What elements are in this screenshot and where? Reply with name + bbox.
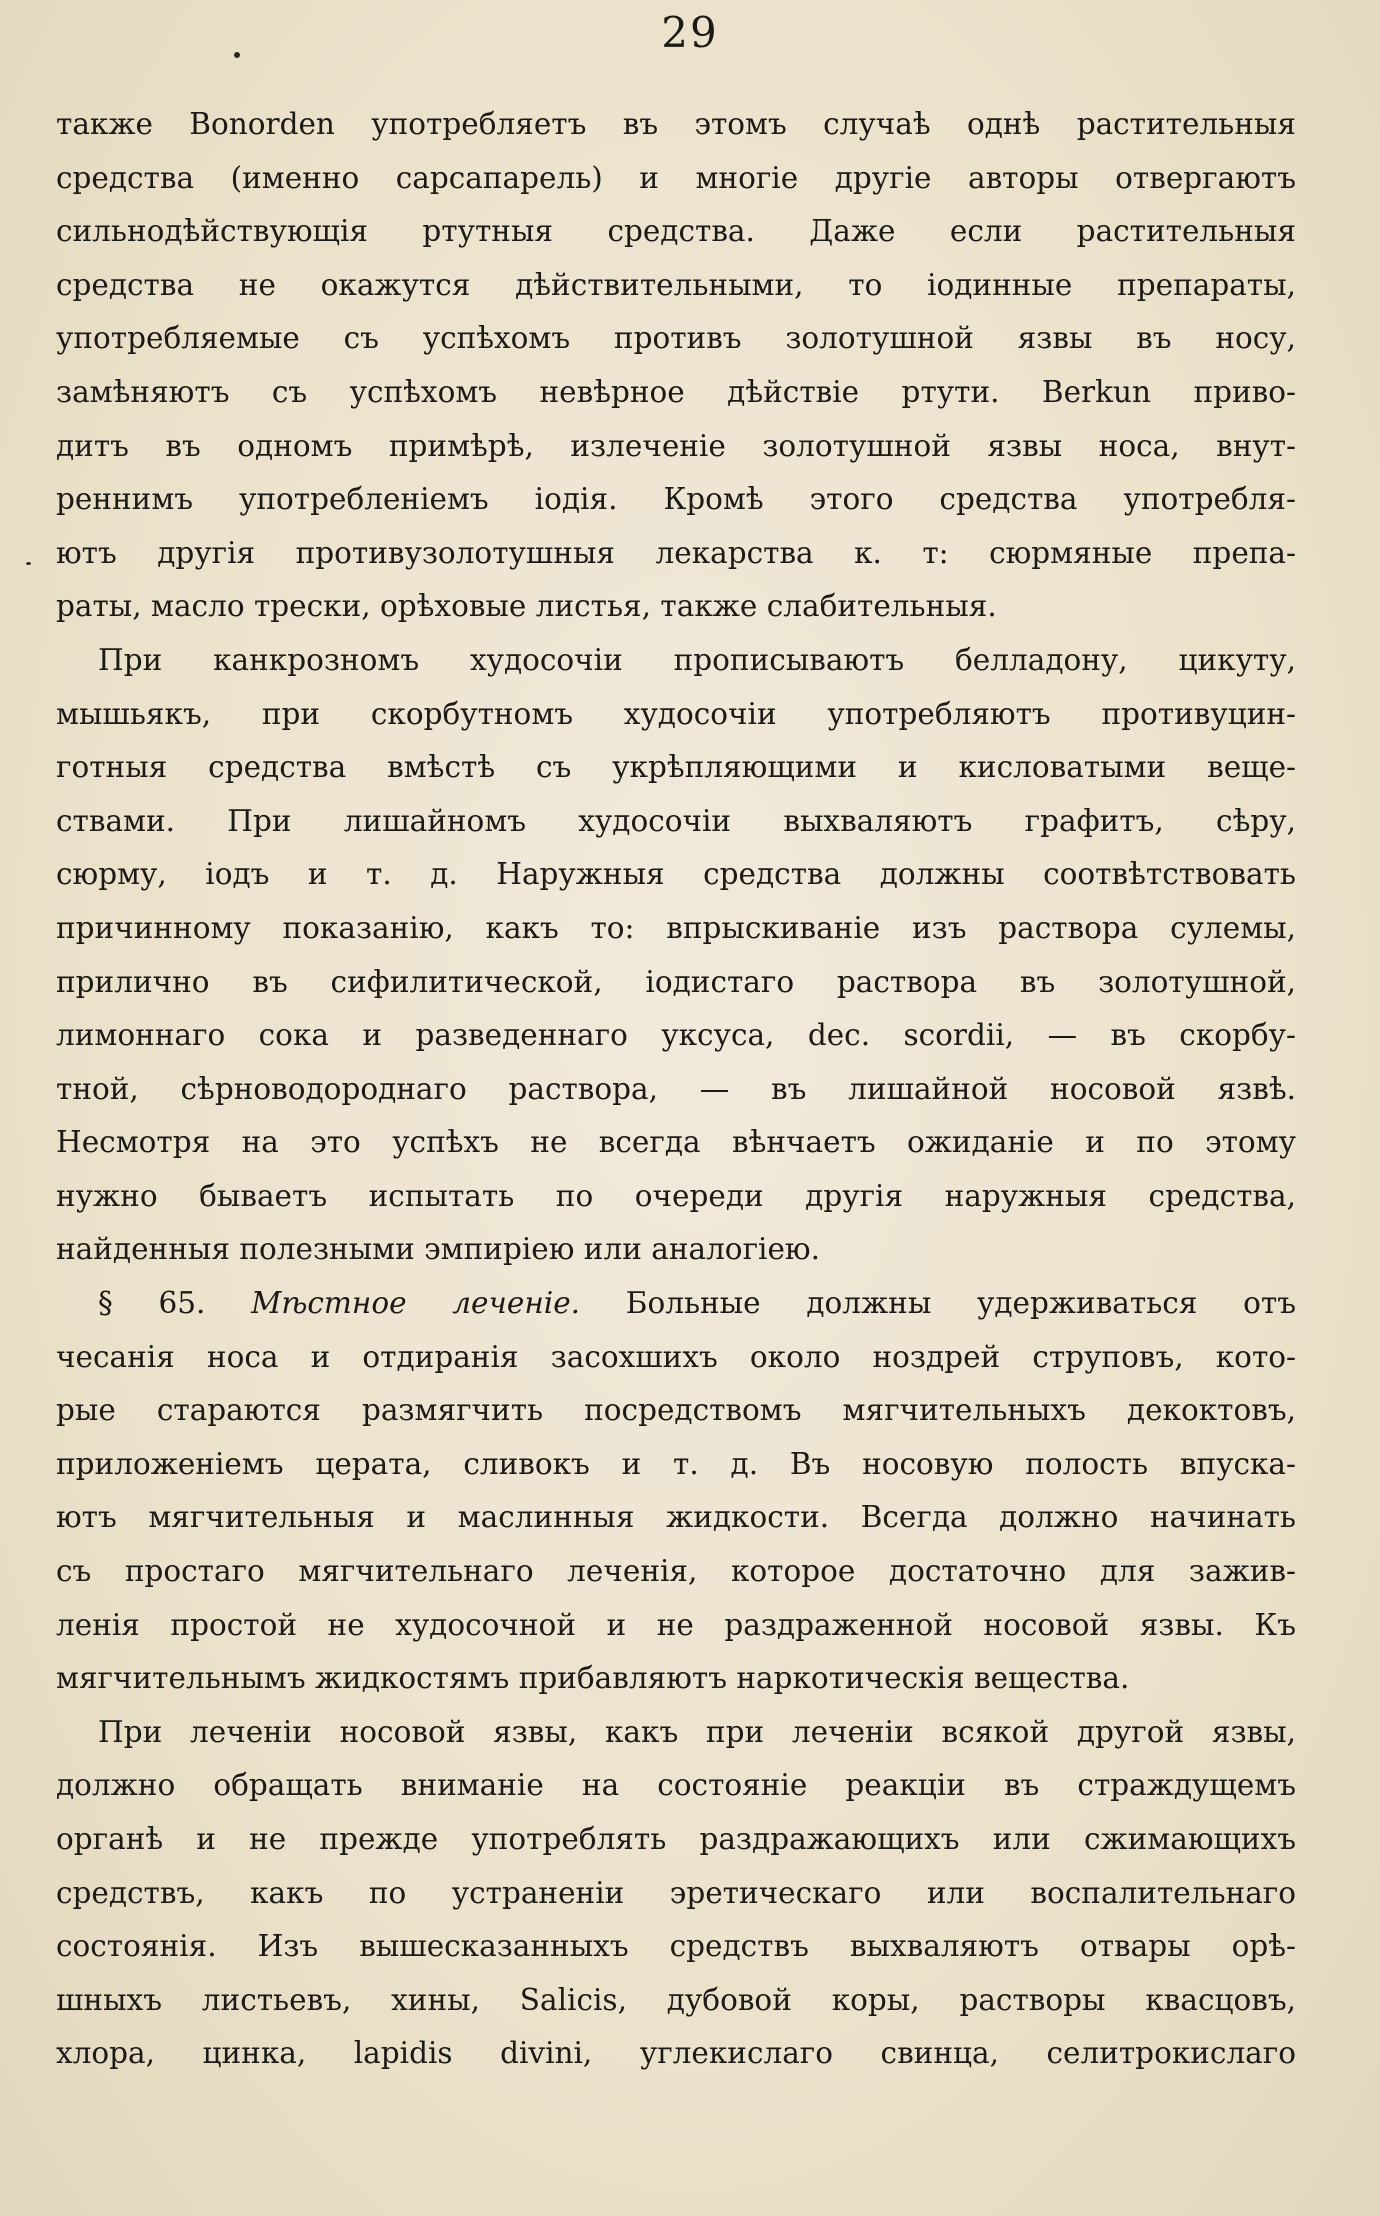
text-line: нужно бываетъ испытать по очереди другія наружныя средства,: [56, 1178, 1296, 1213]
text-line: ютъ мягчительныя и маслинныя жидкости. Всегда должно начинать: [56, 1500, 1296, 1535]
text-line: сюрму, іодъ и т. д. Наружныя средства должны соотвѣтствовать: [56, 857, 1296, 892]
text-line: ствами. При лишайномъ худосочіи выхваляютъ графитъ, сѣру,: [56, 803, 1296, 838]
text-line: мышьякъ, при скорбутномъ худосочіи употребляютъ противуцин-: [56, 696, 1296, 731]
text-line: приложеніемъ церата, сливокъ и т. д. Въ носовую полость впуска-: [56, 1446, 1296, 1481]
text-line: ленія простой не худосочной и не раздраженной носовой язвы. Къ: [56, 1607, 1296, 1642]
section-paragraph: [56, 1277, 1296, 1706]
paragraph: [56, 98, 1296, 634]
text-line: средства (именно сарсапарель) и многіе другіе авторы отвергаютъ: [56, 160, 1296, 195]
page-number: 29: [661, 8, 719, 57]
text-line: раты, масло трески, орѣховые листья, также слабительныя.: [56, 589, 997, 624]
text-line: причинному показанію, какъ то: впрыскиваніе изъ раствора сулемы,: [56, 910, 1296, 945]
text-line: тной, сѣрноводороднаго раствора, — въ лишайной носовой язвѣ.: [56, 1071, 1296, 1106]
text-line: сильнодѣйствующія ртутныя средства. Даже если растительныя: [56, 214, 1296, 249]
text-line: При леченіи носовой язвы, какъ при леченіи всякой другой язвы,: [98, 1714, 1296, 1749]
section-heading-line: [56, 1277, 1296, 1331]
text-line: Несмотря на это успѣхъ не всегда вѣнчаетъ ожиданіе и по этому: [56, 1125, 1296, 1160]
text-line: ютъ другія противузолотушныя лекарства к. т: сюрмяные препа-: [56, 535, 1296, 570]
text-line: должно обращать вниманіе на состояніе реакціи въ страждущемъ: [56, 1768, 1296, 1803]
body-text: [56, 98, 1296, 2081]
ink-speck: [26, 562, 31, 565]
text-line: органѣ и не прежде употреблять раздражающихъ или сжимающихъ: [56, 1822, 1296, 1856]
text-line: состоянія. Изъ вышесказанныхъ средствъ выхваляютъ отвары орѣ-: [56, 1929, 1296, 1964]
text-line: средства не окажутся дѣйствительными, то іодинные препараты,: [56, 267, 1296, 302]
text-line: готныя средства вмѣстѣ съ укрѣпляющими и кисловатыми веще-: [56, 750, 1296, 785]
text-line: лимоннаго сока и разведеннаго уксуса, dec. scordii, — въ скорбу-: [56, 1018, 1296, 1053]
text-line: мягчительнымъ жидкостямъ прибавляютъ наркотическія вещества.: [56, 1661, 1130, 1696]
text-line: реннимъ употребленіемъ іодія. Кромѣ этого средства употребля-: [56, 482, 1296, 517]
text-line: съ простаго мягчительнаго леченія, которое достаточно для зажив-: [56, 1554, 1296, 1589]
text-line: средствъ, какъ по устраненіи эретическаго или воспалительнаго: [56, 1875, 1296, 1910]
text-line: найденныя полезными эмпиріею или аналогіею.: [56, 1232, 820, 1267]
text-line: шныхъ листьевъ, хины, Salicis, дубовой коры, растворы квасцовъ,: [56, 1982, 1296, 2017]
section-title: Мѣстное леченіе.: [251, 1286, 581, 1321]
text-line: замѣняютъ съ успѣхомъ невѣрное дѣйствіе ртути. Berkun приво-: [56, 374, 1296, 409]
text-line: чесанія носа и отдиранія засохшихъ около ноздрей струповъ, кото-: [56, 1339, 1296, 1374]
paragraph: [56, 634, 1296, 1277]
text-line: дитъ въ одномъ примѣрѣ, излеченіе золотушной язвы носа, внут-: [56, 428, 1296, 463]
section-first-line-text: Больные должны удерживаться отъ: [625, 1286, 1296, 1321]
text-line: употребляемые съ успѣхомъ противъ золотушной язвы въ носу,: [56, 321, 1296, 356]
text-line: рые стараются размягчить посредствомъ мягчительныхъ декоктовъ,: [56, 1393, 1296, 1428]
text-line: При канкрозномъ худосочіи прописываютъ белладону, цикуту,: [98, 642, 1296, 677]
text-line: также Bonorden употребляетъ въ этомъ случаѣ однѣ растительныя: [56, 107, 1296, 141]
text-line: хлора, цинка, lapidis divini, углекислаго свинца, селитрокислаго: [56, 2036, 1296, 2071]
paragraph: [56, 1706, 1296, 2081]
text-line: прилично въ сифилитической, іодистаго раствора въ золотушной,: [56, 964, 1296, 999]
section-number: § 65.: [98, 1286, 206, 1321]
